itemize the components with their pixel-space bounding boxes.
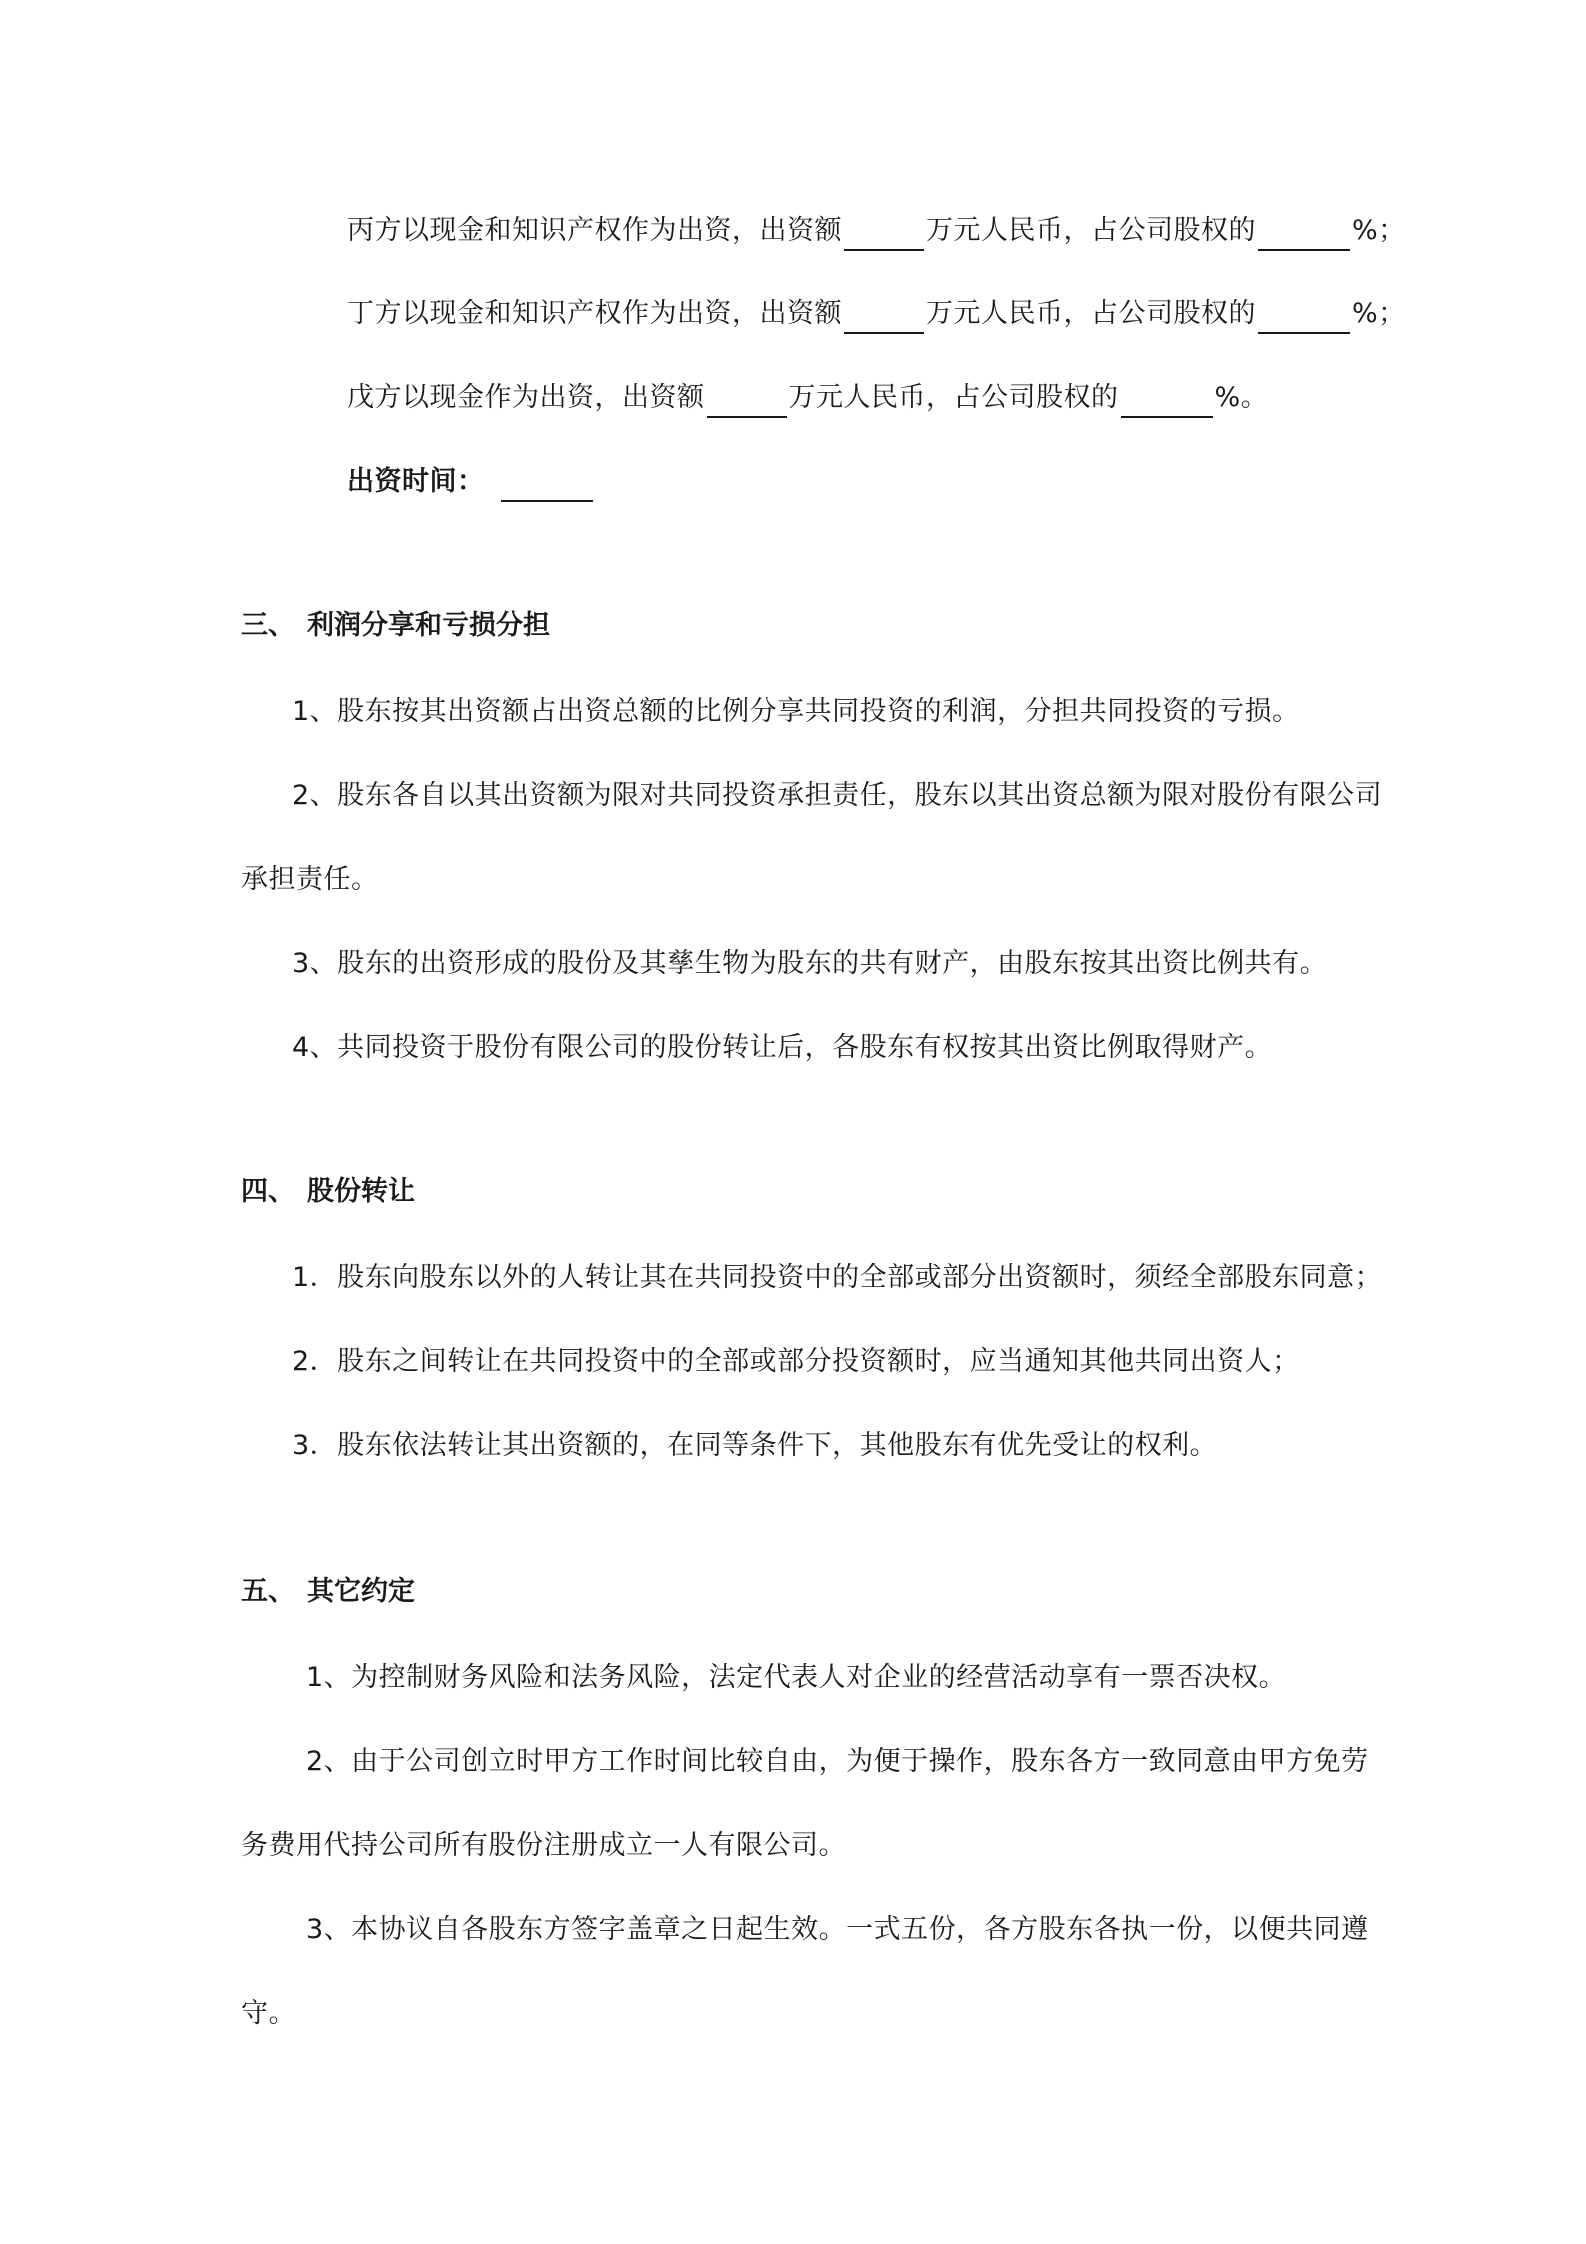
contribution-text: %。	[1214, 382, 1269, 413]
contribution-line-ding	[347, 294, 1406, 334]
paragraph: 4、共同投资于股份有限公司的股份转让后，各股东有权按其出资比例取得财产。	[292, 1032, 1273, 1063]
contribution-line-bing	[347, 211, 1406, 251]
paragraph: 3．股东依法转让其出资额的，在同等条件下，其他股东有优先受让的权利。	[292, 1430, 1218, 1461]
amount-blank[interactable]	[844, 302, 924, 334]
paragraph: 3、股东的出资形成的股份及其孳生物为股东的共有财产，由股东按其出资比例共有。	[292, 948, 1328, 979]
section-number: 五、	[241, 1576, 295, 1607]
share-blank[interactable]	[1121, 386, 1213, 418]
contribution-text: 丙方以现金和知识产权作为出资，出资额	[347, 215, 842, 246]
paragraph: 2、股东各自以其出资额为限对共同投资承担责任，股东以其出资总额为限对股份有限公司	[292, 780, 1383, 811]
contribution-text: %；	[1352, 215, 1406, 246]
paragraph-continuation: 承担责任。	[241, 864, 379, 895]
amount-blank[interactable]	[707, 386, 787, 418]
contribution-text: 万元人民币，占公司股权的	[926, 215, 1256, 246]
paragraph: 2．股东之间转让在共同投资中的全部或部分投资额时，应当通知其他共同出资人；	[292, 1346, 1300, 1377]
section-heading-5	[241, 1572, 415, 1612]
paragraph: 1、股东按其出资额占出资总额的比例分享共同投资的利润，分担共同投资的亏损。	[292, 696, 1300, 727]
paragraph: 3、本协议自各股东方签字盖章之日起生效。一式五份，各方股东各执一份，以便共同遵	[306, 1914, 1369, 1945]
contribution-text: 万元人民币，占公司股权的	[926, 298, 1256, 329]
paragraph: 1．股东向股东以外的人转让其在共同投资中的全部或部分出资额时，须经全部股东同意；	[292, 1262, 1383, 1293]
paragraph: 1、为控制财务风险和法务风险，法定代表人对企业的经营活动享有一票否决权。	[306, 1662, 1287, 1693]
contribution-text: 戊方以现金作为出资，出资额	[347, 382, 705, 413]
contribution-text: 丁方以现金和知识产权作为出资，出资额	[347, 298, 842, 329]
time-blank[interactable]	[501, 470, 593, 502]
section-heading-3	[241, 606, 550, 646]
section-number: 三、	[241, 610, 295, 641]
share-blank[interactable]	[1258, 219, 1350, 251]
section-title: 其它约定	[307, 1576, 415, 1607]
share-blank[interactable]	[1258, 302, 1350, 334]
paragraph: 2、由于公司创立时甲方工作时间比较自由，为便于操作，股东各方一致同意由甲方免劳	[306, 1746, 1369, 1777]
contribution-line-wu	[347, 378, 1268, 418]
time-label: 出资时间：	[347, 466, 485, 497]
amount-blank[interactable]	[844, 219, 924, 251]
section-heading-4	[241, 1172, 415, 1212]
paragraph-continuation: 守。	[241, 1998, 296, 2029]
contribution-text: 万元人民币，占公司股权的	[788, 382, 1119, 413]
section-number: 四、	[241, 1176, 295, 1207]
section-title: 股份转让	[307, 1176, 415, 1207]
contribution-text: %；	[1352, 298, 1406, 329]
contribution-time-line	[347, 462, 595, 502]
paragraph-continuation: 务费用代持公司所有股份注册成立一人有限公司。	[241, 1830, 846, 1861]
section-title: 利润分享和亏损分担	[307, 610, 550, 641]
